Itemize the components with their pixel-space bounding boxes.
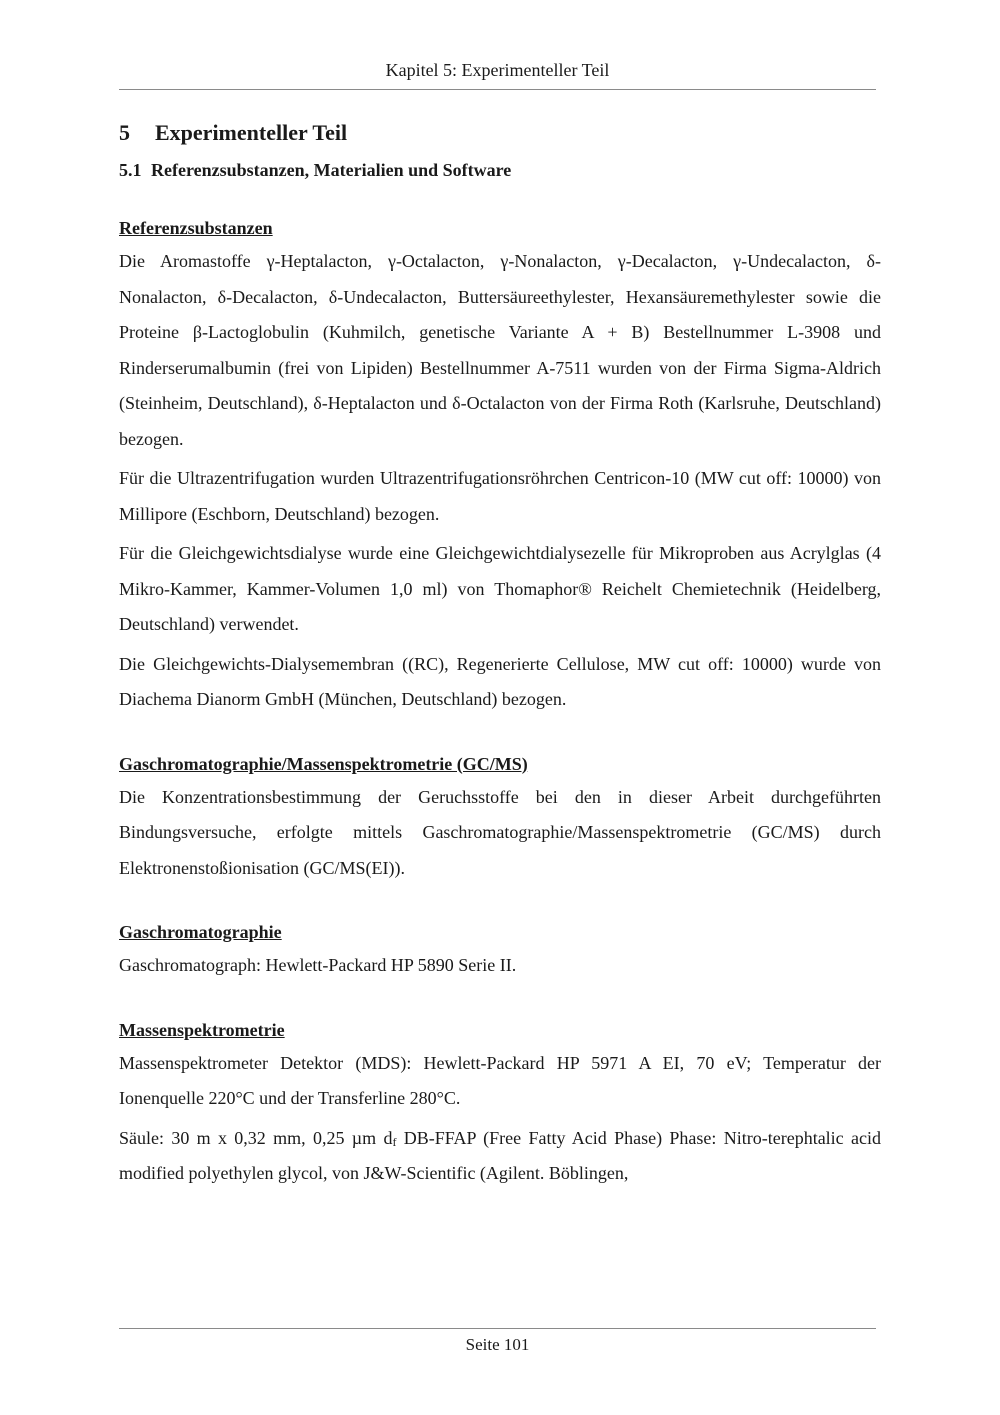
chapter-title: Experimenteller Teil xyxy=(155,120,348,145)
section-title: Referenzsubstanzen, Materialien und Software xyxy=(151,160,512,180)
page-content xyxy=(119,118,881,1192)
section-number: 5.1 xyxy=(119,160,142,180)
paragraph-massenspektrometer: Massenspektrometer Detektor (MDS): Hewlett-Packard HP 5971 A EI, 70 eV; Temperatur der Ionenquelle 220°C und der Transferline 280°C. xyxy=(119,1052,881,1108)
paragraph-ultrazentrifugation: Für die Ultrazentrifugation wurden Ultrazentrifugationsröhrchen Centricon-10 (MW cut off: 10000) von Millipore (Eschborn, Deutschland) bezogen. xyxy=(119,468,881,524)
chapter-number: 5 xyxy=(119,120,130,145)
saeule-text-before: Säule: 30 m x 0,32 mm, 0,25 µm d xyxy=(119,1127,393,1148)
section-gaschromatographie xyxy=(119,920,881,984)
subheading-gcms: Gaschromatographie/Massenspektrometrie (GC/MS) xyxy=(119,753,528,774)
section-heading xyxy=(119,158,881,182)
section-gcms xyxy=(119,752,881,887)
footer-rule xyxy=(119,1328,876,1329)
paragraph-gaschromatograph: Gaschromatograph: Hewlett-Packard HP 5890 Serie II. xyxy=(119,955,517,975)
paragraph-saeule xyxy=(119,1121,881,1192)
subheading-referenzsubstanzen: Referenzsubstanzen xyxy=(119,218,273,238)
saeule-text-after: DB-FFAP (Free Fatty Acid Phase) Phase: Nitro-terephtalic acid modified polyethylen glycol, von J&W-Scientific (Agilent. Böblingen, xyxy=(119,1127,881,1183)
subheading-massenspektrometrie: Massenspektrometrie xyxy=(119,1019,285,1040)
page-header: Kapitel 5: Experimenteller Teil xyxy=(385,60,610,80)
chapter-heading xyxy=(119,118,881,148)
subheading-gaschromatographie: Gaschromatographie xyxy=(119,922,282,942)
section-massenspektrometrie xyxy=(119,1018,881,1192)
paragraph-gleichgewichtsdialyse: Für die Gleichgewichtsdialyse wurde eine Gleichgewichtdialysezelle für Mikroproben aus Acrylglas (4 Mikro-Kammer, Kammer-Volumen 1,0 ml) von Thomaphor® Reichelt Chemietechnik (Heidelberg, Deutschland) verwendet. xyxy=(119,543,881,634)
paragraph-dialysemembran: Die Gleichgewichts-Dialysemembran ((RC), Regenerierte Cellulose, MW cut off: 10000) wurde von Diachema Dianorm GmbH (München, Deutschland) bezogen. xyxy=(119,653,881,709)
header-rule xyxy=(119,89,876,90)
saeule-subscript: f xyxy=(392,1134,397,1149)
page-footer: Seite 101 xyxy=(465,1335,530,1354)
section-referenzsubstanzen xyxy=(119,216,881,718)
paragraph-konzentrationsbestimmung: Die Konzentrationsbestimmung der Geruchsstoffe bei den in dieser Arbeit durchgeführten Bindungsversuche, erfolgte mittels Gaschromatographie/Massenspektrometrie (GC/MS) durch Elektronenstoßionisation (GC/MS(EI)). xyxy=(119,786,881,878)
paragraph-aromastoffe: Die Aromastoffe γ-Heptalacton, γ-Octalacton, γ-Nonalacton, γ-Decalacton, γ-Undecalacton, δ-Nonalacton, δ-Decalacton, δ-Undecalacton, Buttersäureethylester, Hexansäuremethylester sowie die Proteine β-Lactoglobulin (Kuhmilch, genetische Variante A + B) Bestellnummer L-3908 und Rinderserumalbumin (frei von Lipiden) Bestellnummer A-7511 wurden von der Firma Sigma-Aldrich (Steinheim, Deutschland), δ-Heptalacton und δ-Octalacton von der Firma Roth (Karlsruhe, Deutschland) bezogen. xyxy=(119,251,881,449)
